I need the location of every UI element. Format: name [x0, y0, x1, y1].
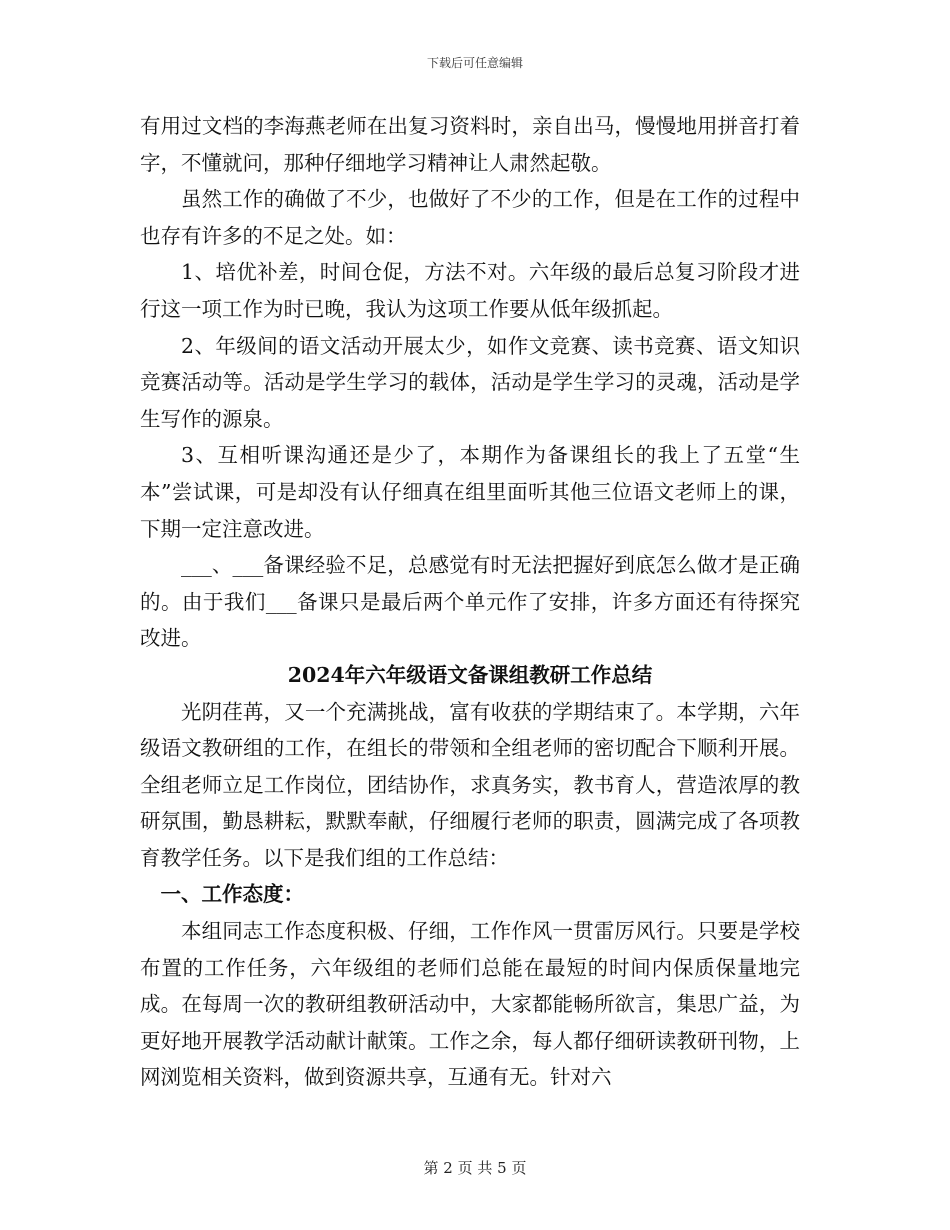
- paragraph-2: 虽然工作的确做了不少，也做好了不少的工作，但是在工作的过程中也存有许多的不足之处。如：: [140, 187, 800, 248]
- paragraph-7: 光阴荏苒，又一个充满挑战，富有收获的学期结束了。本学期，六年级语文教研组的工作，在组长的带领和全组老师的密切配合下顺利开展。全组老师立足工作岗位，团结协作，求真务实，教书育人，营造浓厚的教研氛围，勤恳耕耘，默默奉献，仔细履行老师的职责，圆满完成了各项教育教学任务。以下是我们组的工作总结：: [140, 699, 800, 870]
- paragraph-8: 本组同志工作态度积极、仔细，工作作风一贯雷厉风行。只要是学校布置的工作任务，六年级组的老师们总能在最短的时间内保质保量地完成。在每周一次的教研组教研活动中，大家都能畅所欲言，集思广益，为更好地开展教学活动献计献策。工作之余，每人都仔细研读教研刊物，上网浏览相关资料，做到资源共享，互通有无。针对六: [140, 919, 800, 1090]
- page-footer: 第 2 页 共 5 页: [423, 1159, 527, 1177]
- paragraph-5: 3、互相听课沟通还是少了，本期作为备课组长的我上了五堂“生本”尝试课，可是却没有认仔细真在组里面听其他三位语文老师上的课，下期一定注意改进。: [140, 443, 800, 541]
- section-heading-1: 一、工作态度：: [160, 882, 304, 907]
- paragraph-4: 2、年级间的语文活动开展太少，如作文竞赛、读书竞赛、语文知识竞赛活动等。活动是学生学习的载体，活动是学生学习的灵魂，活动是学生写作的源泉。: [140, 333, 800, 431]
- page-header: 下载后可任意编辑: [426, 56, 523, 70]
- paragraph-3: 1、培优补差，时间仓促，方法不对。六年级的最后总复习阶段才进行这一项工作为时已晚，我认为这项工作要从低年级抓起。: [140, 260, 800, 321]
- document-body: [140, 108, 800, 1096]
- paragraph-6: ___、___备课经验不足，总感觉有时无法把握好到底怎么做才是正确的。由于我们___备课只是最后两个单元作了安排，许多方面还有待探究改进。: [140, 553, 800, 651]
- section-title: 2024年六年级语文备课组教研工作总结: [287, 662, 653, 687]
- paragraph-1: 有用过文档的李海燕老师在出复习资料时，亲自出马，慢慢地用拼音打着字，不懂就问，那种仔细地学习精神让人肃然起敬。: [140, 114, 800, 175]
